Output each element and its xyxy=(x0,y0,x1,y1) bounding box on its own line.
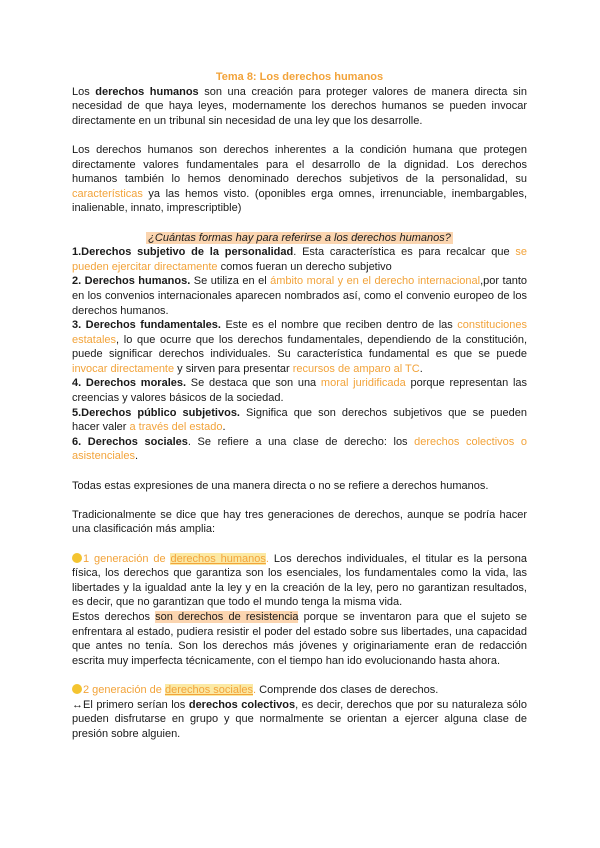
form-text: , lo que ocurre que los derechos fundamentales, dependiendo de la constitución, puede significar derechos individuales. Su característica fundamental es que se puede xyxy=(72,333,527,361)
generation-text: Estos derechos xyxy=(72,610,156,623)
form-title: 1.Derechos subjetivo de la personalidad xyxy=(72,246,294,259)
intro-text: ya las hemos visto. (oponibles erga omnes, irrenunciable, inembargables, inalienable, innato, imprescriptible) xyxy=(72,187,527,215)
generation-label: . xyxy=(253,683,257,696)
form-item-5 xyxy=(72,406,527,435)
form-item-2 xyxy=(72,274,527,318)
yellow-circle-icon xyxy=(72,684,82,694)
form-text: . Se refiere a una clase de derecho: los xyxy=(187,435,415,448)
intro-paragraph-1 xyxy=(72,85,527,129)
highlight-text: recursos de amparo al TC xyxy=(292,362,420,375)
form-text: porque representan las creencias y valores básicos de la sociedad. xyxy=(72,377,528,405)
highlight-text: invocar directamente xyxy=(72,362,175,375)
intro-text: Los derechos humanos son derechos inherentes a la condición humana que protegen directamente valores fundamentales para el desarrollo de la dignidad. Los derechos humanos también lo hemos denominado derechos subjetivos de la personalidad, su xyxy=(72,143,527,186)
form-item-6 xyxy=(72,435,527,464)
form-item-3 xyxy=(72,318,527,376)
intro-text: son una creación para proteger valores de manera directa sin necesidad de que haya leyes, modernamente los derechos humanos se pueden invocar directamente en un tribunal sin necesidad de una ley que los desarrolle. xyxy=(72,85,527,127)
generation-2-paragraph-2 xyxy=(72,698,527,742)
yellow-circle-icon xyxy=(72,553,82,563)
form-text: Significa que son derechos subjetivos que se pueden hacer valer xyxy=(72,406,527,434)
highlight-text: derechos colectivos o asistenciales xyxy=(72,435,527,463)
highlight-text: moral juridificada xyxy=(320,377,406,390)
form-text: . xyxy=(222,421,226,434)
form-title: 2. Derechos humanos. xyxy=(72,275,191,288)
form-text: . xyxy=(134,450,139,463)
generation-1-paragraph-2 xyxy=(72,610,527,668)
question-heading xyxy=(72,231,527,246)
intro-bold-term: derechos humanos xyxy=(95,85,199,98)
generation-text: , es decir, derechos que por su naturaleza sólo pueden disfrutarse en grupo y que normalmente se orientan a ejercer alguna clase de presión sobre alguien. xyxy=(72,698,527,740)
intro-paragraph-2 xyxy=(72,143,527,216)
generation-1-paragraph xyxy=(72,552,527,610)
form-title: 3. Derechos fundamentales. xyxy=(72,319,221,332)
highlight-text: constituciones estatales xyxy=(72,319,528,346)
form-text: . xyxy=(419,362,423,375)
highlight-text: se pueden ejercitar directamente xyxy=(72,246,527,273)
highlight-text: ámbito moral y en el derecho internacional xyxy=(270,275,481,288)
question-text: ¿Cuántas formas hay para referirse a los derechos humanos? xyxy=(148,231,451,244)
generation-highlight: derechos humanos xyxy=(170,552,266,565)
form-text: . Esta característica es para recalcar que xyxy=(293,246,516,259)
form-title: 5.Derechos público subjetivos. xyxy=(72,406,240,419)
form-text: y sirven para presentar xyxy=(174,362,293,375)
highlight-text: a través del estado xyxy=(129,421,223,434)
form-text: comos fueran un derecho subjetivo xyxy=(217,260,392,273)
form-text: ,por tanto en los convenios internacionales aparecen nombrados así, como el convenio europeo de los derechos humanos. xyxy=(72,275,528,317)
summary-paragraph: Todas estas expresiones de una manera directa o no se refiere a derechos humanos. xyxy=(72,479,489,492)
form-title: 6. Derechos sociales xyxy=(72,435,188,448)
form-title: 4. Derechos morales. xyxy=(72,377,187,390)
form-text: Se destaca que son una xyxy=(186,377,321,390)
generation-text: Comprende dos clases de derechos. xyxy=(256,683,439,696)
generation-text: ↔El primero serían los xyxy=(72,698,189,711)
generation-label: 1 generación de xyxy=(83,552,171,565)
generation-text: Los derechos individuales, el titular es la persona física, los derechos que garantiza son los esenciales, los fundamentales como la vida, las libertades y la igualdad ante la ley y en la creación de la ley, pero no garantizan resultados, es decir, que no garantizan que todo el mundo tenga la misma vida. xyxy=(72,552,527,609)
intro-text: Los xyxy=(72,85,96,98)
generation-text: porque se inventaron para que el sujeto se enfrentara al estado, pudiera resistir el poder del estado sobre sus libertades, una capacidad que antes no tenía. Son los derechos más jóvenes y originariamente eran de redacción escrita muy imperfecta técnicamente, con el tiempo han ido evolucionando hasta ahora. xyxy=(72,610,528,667)
generation-label: . xyxy=(265,552,269,565)
form-item-4 xyxy=(72,376,527,405)
form-item-1 xyxy=(72,245,527,274)
generation-2-paragraph xyxy=(72,683,527,698)
highlight-text: características xyxy=(72,187,143,200)
highlighted-phrase: son derechos de resistencia xyxy=(155,610,299,623)
generations-intro: Tradicionalmente se dice que hay tres generaciones de derechos, aunque se podría hacer una clasificación más amplia: xyxy=(72,508,527,536)
generation-highlight: derechos sociales xyxy=(164,683,254,696)
form-text: Este es el nombre que reciben dentro de las xyxy=(220,319,458,332)
form-text: Se utiliza en el xyxy=(190,275,271,288)
bold-term: derechos colectivos xyxy=(188,698,296,711)
generation-label: 2 generación de xyxy=(83,683,165,696)
page-title: Tema 8: Los derechos humanos xyxy=(215,71,384,83)
